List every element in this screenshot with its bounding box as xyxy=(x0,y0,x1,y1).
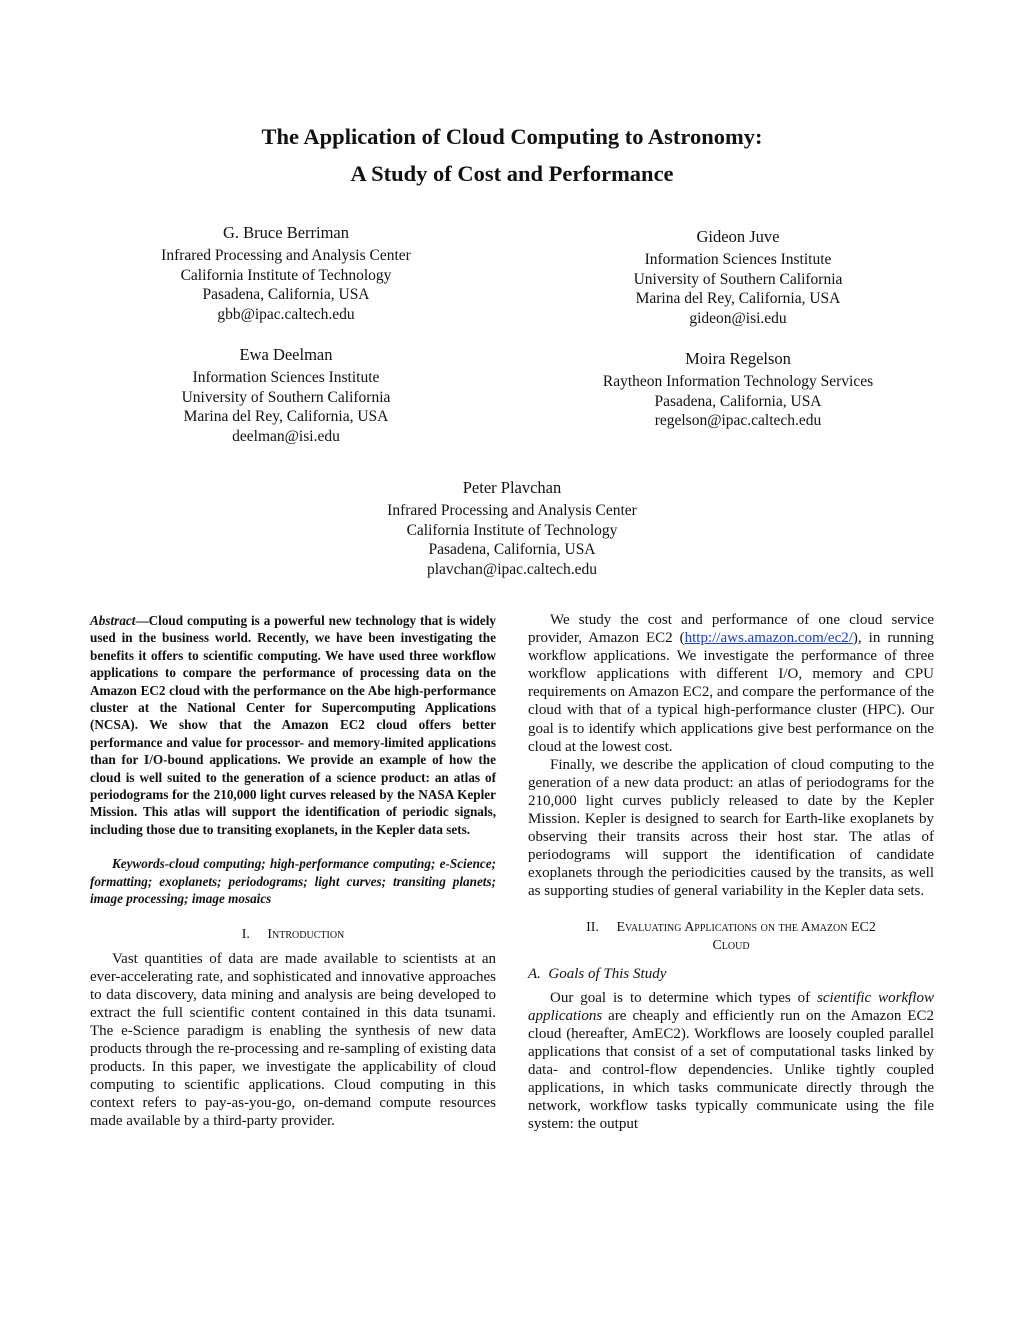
paragraph-text: Our goal is to determine which types of xyxy=(550,989,818,1006)
author-name: G. Bruce Berriman xyxy=(223,223,349,242)
author-email: gideon@isi.edu xyxy=(689,309,787,327)
paragraph-text: are cheaply and efficiently run on the Amazon EC2 cloud (hereafter, AmEC2). Workflows are loosely coupled parallel applications that consist of a set of computational tasks linked by data- and control-flow dependencies. Unlike tightly coupled applications, in which tasks communicate directly through the network, workflow tasks typically communicate using the file system: the output xyxy=(528,1007,934,1133)
author-block xyxy=(362,477,662,579)
author-email: deelman@isi.edu xyxy=(232,427,340,445)
subsection-title: Goals of This Study xyxy=(548,965,667,982)
author-affiliation: California Institute of Technology xyxy=(180,266,392,284)
author-affiliation: University of Southern California xyxy=(633,270,843,288)
section-title-cont: Cloud xyxy=(712,937,750,953)
abstract xyxy=(90,612,496,838)
paragraph xyxy=(528,989,934,1134)
abstract-text: Cloud computing is a powerful new technology that is widely used in the business world. Recently, we have been investigating the benefits it offers to scientific computing. We have used three workflow applications to compare the performance of processing data on the Amazon EC2 cloud with the performance on the Abe high-performance cluster at the National Center for Supercomputing Applications (NCSA). We show that the Amazon EC2 cloud offers better performance and value for processor- and memory-limited applications than for I/O-bound applications. We provide an example of how the cloud is well suited to the generation of a science product: an atlas of periodograms for the 210,000 light curves released by the NASA Kepler Mission. This atlas will support the identification of periodic signals, including those due to transiting exoplanets, in the Kepler data sets. xyxy=(90,613,496,837)
author-email: gbb@ipac.caltech.edu xyxy=(217,305,355,323)
author-affiliation: University of Southern California xyxy=(181,388,391,406)
section-heading xyxy=(528,919,934,955)
author-location: Marina del Rey, California, USA xyxy=(183,408,389,425)
title-line-1: The Application of Cloud Computing to Astronomy: xyxy=(261,124,763,149)
paragraph: Vast quantities of data are made available to scientists at an ever-accelerating rate, and sophisticated and innovative approaches to data discovery, data mining and analysis are being developed to extract the full scientific content contained in this data tsunami. The e-Science paradigm is enabling the synthesis of new data products through the re-processing and re-sampling of existing data products. In this paper, we investigate the applicability of cloud computing to scientific applications. Cloud computing in this context refers to pay-as-you-go, on-demand compute resources made available by a third-party provider. xyxy=(90,950,496,1130)
author-email: plavchan@ipac.caltech.edu xyxy=(426,560,598,578)
emphasis: scientific workflow applications xyxy=(528,989,934,1024)
title-line-2: A Study of Cost and Performance xyxy=(350,161,674,186)
paragraph-text: We study the cost and performance of one cloud service provider, Amazon EC2 ( xyxy=(528,612,934,647)
paper-title xyxy=(0,118,1024,192)
amazon-ec2-link[interactable]: http://aws.amazon.com/ec2/ xyxy=(684,630,853,647)
paragraph xyxy=(528,611,934,756)
author-affiliation: Raytheon Information Technology Services xyxy=(602,373,874,390)
author-affiliation: Information Sciences Institute xyxy=(644,251,832,268)
subsection-label: A. xyxy=(528,965,541,982)
author-affiliation: California Institute of Technology xyxy=(406,521,618,539)
section-number: II. xyxy=(586,919,599,935)
left-column xyxy=(90,612,496,1130)
subsection-heading xyxy=(528,965,934,983)
author-affiliation: Infrared Processing and Analysis Center xyxy=(161,247,411,264)
author-name: Ewa Deelman xyxy=(239,345,333,364)
abstract-dash: — xyxy=(135,613,149,628)
author-name: Gideon Juve xyxy=(696,227,780,246)
author-location: Pasadena, California, USA xyxy=(654,392,822,410)
paragraph-text: ), in running workflow applications. We investigate the performance of three workflow applications with different I/O, memory and CPU requirements on Amazon EC2, and compare the performance of the cloud with that of a typical high-performance cluster (HPC). Our goal is to identify which applications give best performance on the cloud at the lowest cost. xyxy=(528,630,934,755)
author-affiliation: Information Sciences Institute xyxy=(192,369,380,386)
paragraph: Finally, we describe the application of cloud computing to the generation of a new data product: an atlas of periodograms for the 210,000 light curves publicly released to date by the Kepler Mission. Kepler is designed to search for Earth-like exoplanets by observing their transits across their host star. The atlas of periodograms will support the identification of candidate exoplanets through the periodicities caused by the transits, as well as supporting studies of general variability in the Kepler data sets. xyxy=(528,756,934,900)
author-name: Peter Plavchan xyxy=(462,478,562,497)
right-column xyxy=(528,611,934,1133)
abstract-label: Abstract xyxy=(90,613,136,628)
author-location: Pasadena, California, USA xyxy=(428,541,596,558)
section-number: I. xyxy=(241,926,250,942)
author-block xyxy=(136,344,436,446)
author-name: Moira Regelson xyxy=(685,349,791,368)
author-affiliation: Infrared Processing and Analysis Center xyxy=(387,502,637,519)
author-email: regelson@ipac.caltech.edu xyxy=(654,412,822,429)
author-location: Marina del Rey, California, USA xyxy=(635,290,841,307)
author-block xyxy=(588,226,888,328)
section-title: Evaluating Applications on the Amazon EC2 xyxy=(616,919,876,935)
author-location: Pasadena, California, USA xyxy=(202,286,370,303)
section-heading xyxy=(90,926,496,944)
section-title: Introduction xyxy=(267,926,345,942)
author-block xyxy=(136,222,436,324)
author-block xyxy=(568,348,908,431)
keywords: Keywords-cloud computing; high-performance computing; e-Science; formatting; exoplanets; periodograms; light curves; transiting planets; image processing; image mosaics xyxy=(90,856,496,907)
